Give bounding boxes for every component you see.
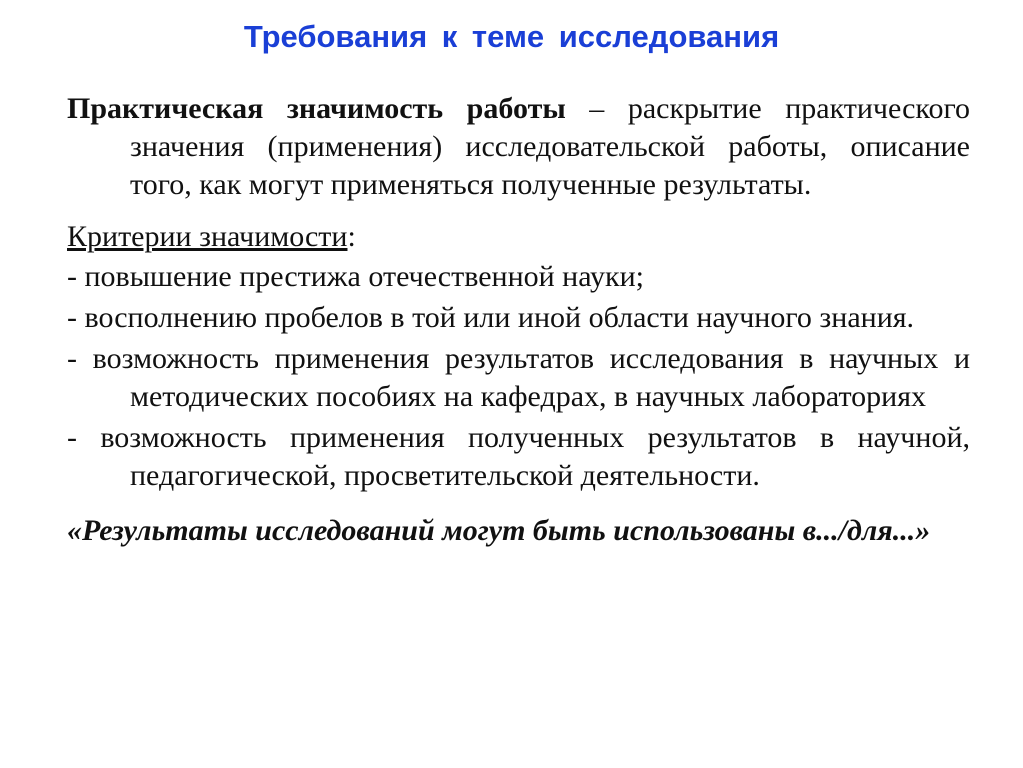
significance-paragraph bbox=[67, 90, 970, 204]
usage-quote: «Результаты исследований могут быть использованы в.../для...» bbox=[67, 514, 931, 547]
criteria-item-3: - возможность применения результатов исследования в научных и методических пособиях на кафедрах, в научных лабораториях bbox=[67, 342, 970, 413]
criteria-item-4: - возможность применения полученных результатов в научной, педагогической, просветительской деятельности. bbox=[67, 421, 970, 492]
criteria-heading bbox=[67, 218, 970, 256]
slide-title: Требования к теме исследования bbox=[243, 19, 780, 54]
significance-definition: – раскрытие практического значения (применения) исследовательской работы, описание того, как могут применяться полученные результаты. bbox=[130, 92, 971, 201]
criteria-label: Критерии значимости bbox=[67, 220, 348, 253]
slide-content bbox=[67, 90, 970, 550]
criteria-item-1: - повышение престижа отечественной науки; bbox=[67, 260, 644, 293]
criteria-item-2: - восполнению пробелов в той или иной области научного знания. bbox=[67, 301, 915, 334]
significance-term: Практическая значимость работы bbox=[67, 92, 566, 125]
criteria-colon: : bbox=[347, 220, 356, 253]
